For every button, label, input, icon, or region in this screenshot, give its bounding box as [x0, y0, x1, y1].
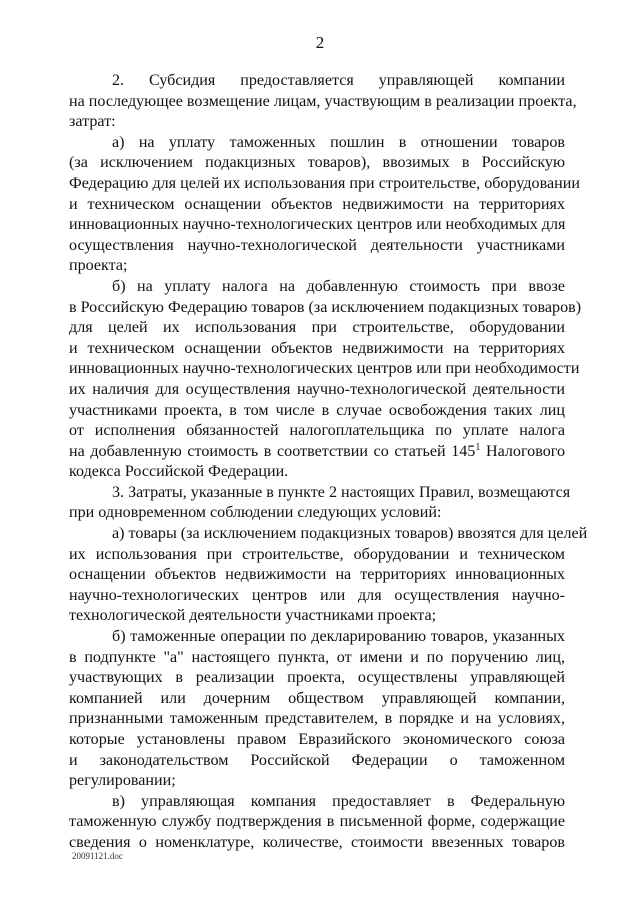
- text-line: при одновременном соблюдении следующих условий:: [69, 504, 442, 522]
- text-line: сведения о номенклатуре, количестве, стоимости ввезенных товаров: [69, 833, 565, 851]
- paragraph: [69, 277, 582, 483]
- text-line: на последующее возмещение лицам, участвующим в реализации проекта,: [69, 92, 577, 110]
- paragraph: [69, 524, 588, 627]
- text-line: таможенную службу подтверждения в письменной форме, содержащие: [69, 813, 565, 831]
- text-line: и законодательством Российской Федерации о таможенном: [69, 751, 565, 769]
- footnote-superscript: 1: [475, 441, 481, 453]
- text-line: их использования при строительстве, оборудовании и техническом: [69, 545, 565, 563]
- text-line: признанными таможенным представителем, в порядке и на условиях,: [69, 710, 565, 728]
- text-line: кодекса Российской Федерации.: [69, 463, 289, 481]
- paragraph: [69, 483, 571, 524]
- text-line: а) на уплату таможенных пошлин в отношении товаров: [112, 133, 565, 151]
- text-line: (за исключением подакцизных товаров), ввозимых в Российскую: [69, 154, 565, 172]
- text-line: участниками проекта, в том числе в случае освобождения таких лиц: [69, 401, 565, 419]
- page-number: 2: [315, 33, 325, 52]
- text-line: в Российскую Федерацию товаров (за исключением подакцизных товаров): [69, 298, 582, 316]
- text-line: оснащении объектов недвижимости на территориях инновационных: [69, 566, 565, 584]
- text-line: компанией или дочерним обществом управляющей компании,: [69, 689, 565, 707]
- text-line: Федерацию для целей их использования при строительстве, оборудовании: [69, 174, 580, 192]
- text-line: затрат:: [69, 113, 116, 131]
- text-line: от исполнения обязанностей налогоплательщика по уплате налога: [69, 422, 565, 440]
- text-line: осуществления научно-технологической деятельности участниками: [69, 236, 565, 254]
- text-line: на добавленную стоимость в соответствии со статьей $145^1$ Налогового: [69, 441, 565, 460]
- paragraph: [69, 71, 577, 133]
- text-line: инновационных научно-технологических центров или при необходимости: [69, 360, 580, 378]
- text-line: 2. Субсидия предоставляется управляющей компании: [112, 72, 565, 89]
- text-line: а) товары (за исключением подакцизных товаров) ввозятся для целей: [112, 525, 588, 543]
- file-name-footer: 20091121.doc: [72, 851, 123, 861]
- text-line: в подпункте "а" настоящего пункта, от имени и по поручению лиц,: [69, 648, 565, 666]
- paragraph: [69, 627, 565, 792]
- text-line: участвующих в реализации проекта, осуществлены управляющей: [69, 669, 565, 687]
- text-line: б) таможенные операции по декларированию товаров, указанных: [112, 628, 565, 646]
- text-line: и техническом оснащении объектов недвижимости на территориях: [69, 195, 565, 213]
- text-line: для целей их использования при строительстве, оборудовании: [69, 319, 565, 337]
- text-line: технологической деятельности участниками проекта;: [69, 607, 437, 625]
- text-line: проекта;: [69, 257, 128, 275]
- text-line: научно-технологических центров или для осуществления научно-: [69, 586, 565, 604]
- text-line: в) управляющая компания предоставляет в Федеральную: [112, 792, 565, 810]
- text-line: регулировании;: [69, 772, 176, 790]
- paragraph: [69, 133, 580, 277]
- text-line: инновационных научно-технологических центров или необходимых для: [69, 216, 566, 234]
- text-line: и техническом оснащении объектов недвижимости на территориях: [69, 339, 565, 357]
- text-line: которые установлены правом Евразийского экономического союза: [69, 731, 565, 748]
- text-line: 3. Затраты, указанные в пункте 2 настоящих Правил, возмещаются: [112, 483, 571, 501]
- text-line: их наличия для осуществления научно-технологической деятельности: [69, 380, 565, 398]
- text-line: б) на уплату налога на добавленную стоимость при ввозе: [112, 277, 565, 295]
- document-body: [69, 71, 588, 854]
- paragraph: [69, 792, 565, 854]
